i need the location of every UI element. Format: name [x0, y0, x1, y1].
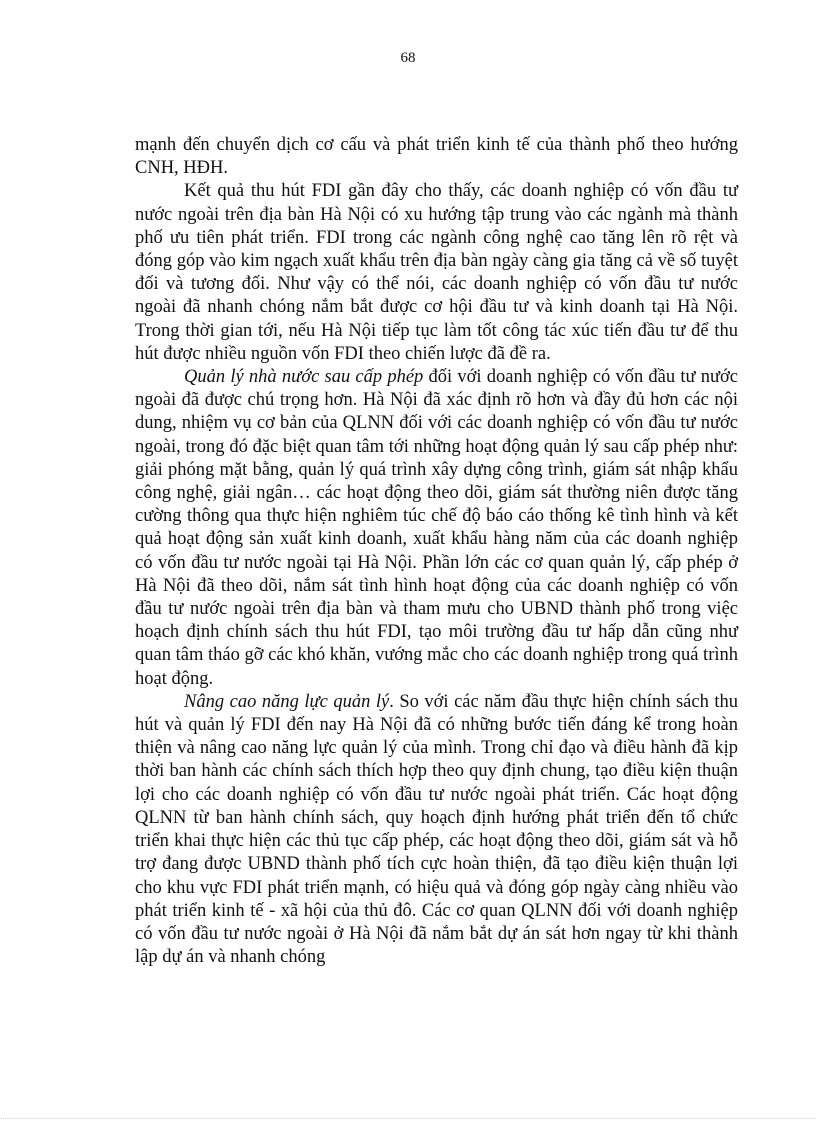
paragraph-text: đối với doanh nghiệp có vốn đầu tư nước ngoài đã được chú trọng hơn. Hà Nội đã xác định rõ hơn và đầy đủ hơn các nội dung, nhiệm vụ cơ bản của QLNN đối với các doanh nghiệp có vốn đầu tư nước ngoài, trong đó đặc biệt quan tâm tới những hoạt động quản lý sau cấp phép như: giải phóng mặt bằng, quản lý quá trình xây dựng công trình, giám sát nhập khẩu công nghệ, giải ngân… các hoạt động theo dõi, giám sát thường niên được tăng cường thông qua thực hiện nghiêm túc chế độ báo cáo thống kê tình hình và kết quả hoạt động sản xuất kinh doanh, xuất khẩu hàng năm của các doanh nghiệp có vốn đầu tư nước ngoài tại Hà Nội. Phần lớn các cơ quan quản lý, cấp phép ở Hà Nội đã theo dõi, nắm sát tình hình hoạt động của các doanh nghiệp có vốn đầu tư nước ngoài trên địa bàn và tham mưu cho UBND thành phố trong việc hoạch định chính sách thu hút FDI, tạo môi trường đầu tư hấp dẫn cũng như quan tâm tháo gỡ các khó khăn, vướng mắc cho các doanh nghiệp trong quá trình hoạt động. [135, 367, 738, 689]
page-number: 68 [400, 50, 416, 66]
paragraph-italic-lead: Quản lý nhà nước sau cấp phép [184, 367, 424, 388]
paragraph-text: mạnh đến chuyển dịch cơ cấu và phát triển kinh tế của thành phố theo hướng CNH, HĐH. [135, 135, 738, 179]
paragraph-continuation [135, 134, 738, 180]
paragraph-capacity-building [135, 691, 738, 969]
document-body [135, 134, 738, 969]
paragraph-italic-lead: Nâng cao năng lực quản lý [184, 691, 390, 712]
paragraph-text: . So với các năm đầu thực hiện chính sách thu hút và quản lý FDI đến nay Hà Nội đã có những bước tiến đáng kể trong hoàn thiện và nâng cao năng lực quản lý của mình. Trong chỉ đạo và điều hành đã kịp thời ban hành các chính sách thích hợp theo quy định chung, tạo điều kiện thuận lợi cho các doanh nghiệp có vốn đầu tư nước ngoài phát triển. Các hoạt động QLNN từ ban hành chính sách, quy hoạch định hướng phát triển đến tổ chức triển khai thực hiện các thủ tục cấp phép, các hoạt động theo dõi, giám sát và hỗ trợ đang được UBND thành phố tích cực hoàn thiện, đã tạo điều kiện thuận lợi cho khu vực FDI phát triển mạnh, có hiệu quả và đóng góp ngày càng nhiều vào phát triển kinh tế - xã hội của thủ đô. Các cơ quan QLNN đối với doanh nghiệp có vốn đầu tư nước ngoài ở Hà Nội đã nắm bắt dự án sát hơn ngay từ khi thành lập dự án và nhanh chóng [135, 691, 738, 968]
page-bottom-border [0, 1118, 816, 1119]
paragraph-post-licensing-management [135, 366, 738, 691]
paragraph-text: Kết quả thu hút FDI gần đây cho thấy, các doanh nghiệp có vốn đầu tư nước ngoài trên địa bàn Hà Nội có xu hướng tập trung vào các ngành mà thành phố ưu tiên phát triển. FDI trong các ngành công nghệ cao tăng lên rõ rệt và đóng góp vào kim ngạch xuất khẩu trên địa bàn ngày càng gia tăng cả về số tuyệt đối và tương đối. Như vậy có thể nói, các doanh nghiệp có vốn đầu tư nước ngoài đã nhanh chóng nắm bắt được cơ hội đầu tư và kinh doanh tại Hà Nội. Trong thời gian tới, nếu Hà Nội tiếp tục làm tốt công tác xúc tiến đầu tư để thu hút được nhiều nguồn vốn FDI theo chiến lược đã đề ra. [135, 181, 738, 364]
paragraph-fdi-results [135, 180, 738, 366]
